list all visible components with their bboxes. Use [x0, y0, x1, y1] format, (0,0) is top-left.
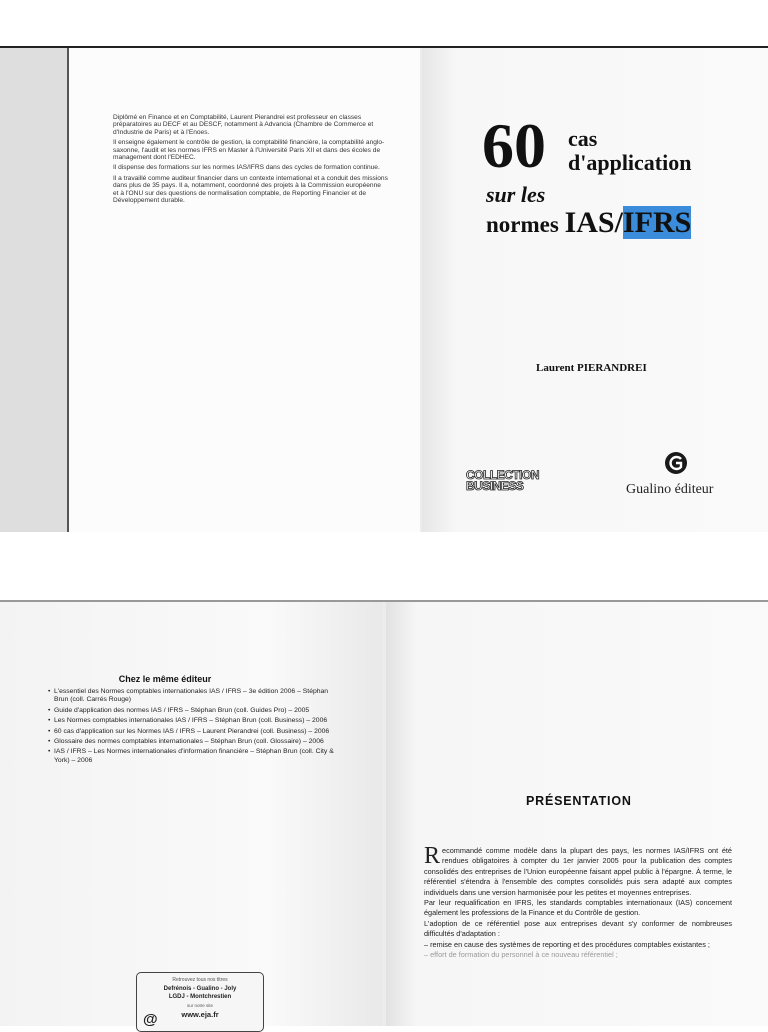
website-url: www.eja.fr [181, 1010, 219, 1019]
presentation-bullet-2: – effort de formation du personnel à ce nouveau référentiel ; [424, 950, 618, 960]
presentation-paragraph-1 [424, 843, 732, 898]
book-list-item: • 60 cas d'application sur les Normes IAS / IFRS – Laurent Pierandrei (coll. Business) – 2006 [48, 728, 338, 736]
drop-cap: R [424, 843, 441, 869]
book-spread-2 [0, 600, 768, 1026]
book-list-item: • Glossaire des normes comptables internationales – Stéphan Brun (coll. Glossaire) – 2006 [48, 738, 338, 746]
book-list [48, 688, 338, 767]
bio-paragraph-4: Il a travaillé comme auditeur financier dans un contexte international et a conduit des missions dans plus de 35 pays. Il a, notamment, coordonné des projets à la Commission européenne et à l'ONU sur des questions de normalisation comptable, de Reporting Financier et de Développement durable. [113, 174, 388, 205]
bio-paragraph-2: Il enseigne également le contrôle de gestion, la comptabilité financière, la comptabilité anglo-saxonne, l'audit et les normes IFRS en Master à l'Université Paris XII et dans des écoles de management dont l'EDHEC. [113, 139, 385, 162]
title-line-cas: cas [568, 126, 598, 151]
stamp-line-3: LGDJ - Montchrestien [168, 994, 232, 1000]
publisher-name: Gualino éditeur [626, 482, 714, 497]
title-line-sur-les: sur les [486, 182, 546, 207]
gualino-logo-icon [664, 451, 688, 475]
title-ias: IAS/ [564, 206, 623, 239]
title-line-application: d'application [568, 150, 692, 175]
title-number: 60 [482, 110, 546, 181]
same-publisher-heading: Chez le même éditeur [118, 674, 212, 684]
book-list-item: • L'essentiel des Normes comptables internationales IAS / IFRS – 3e édition 2006 – Stéphan Brun (coll. Carrés Rouge) [48, 688, 338, 705]
presentation-body [424, 843, 732, 960]
bio-paragraph-3: Il dispense des formations sur les normes IAS/IFRS dans des cycles de formation continue. [113, 164, 380, 172]
stamp-line-4: sur notre site [186, 1003, 213, 1008]
bio-paragraph-1: Diplômé en Finance et en Comptabilité, Laurent Pierandrei est professeur en classes préparatoires au DECF et au DESCF, notamment à Advancia (Chambre de Commerce et d'Industrie de Paris) et à l'Enoes. [113, 114, 374, 136]
book-list-item: • Guide d'application des normes IAS / IFRS – Stéphan Brun (coll. Guides Pro) – 2005 [48, 707, 338, 715]
book-list-item: • Les Normes comptables internationales IAS / IFRS – Stéphan Brun (coll. Business) – 2006 [48, 717, 338, 725]
stamp-line-2: Defrénois - Gualino - Joly [163, 986, 237, 992]
book-list-item: • IAS / IFRS – Les Normes internationales d'information financière – Stéphan Brun (coll. City & York) – 2006 [48, 748, 338, 765]
publisher-website-stamp [136, 972, 264, 1032]
left-margin [0, 48, 69, 532]
presentation-page [386, 602, 768, 1026]
title-ifrs-highlight: IFRS [622, 206, 692, 239]
presentation-bullet-1: – remise en cause des systèmes de reporting et des procédures comptables existantes ; [424, 939, 710, 949]
collection-label: COLLECTION [466, 468, 539, 482]
collection-business-logo [466, 470, 544, 492]
author-name: Laurent PIERANDREI [536, 362, 647, 374]
presentation-paragraph-3: L'adoption de ce référentiel pose aux entreprises devant s'y conformer de nombreuses difficultés d'adaptation : [424, 918, 732, 939]
title-page [422, 48, 768, 532]
title-line-normes [486, 206, 691, 240]
author-bio-page [69, 48, 420, 532]
same-publisher-page [0, 602, 382, 1026]
presentation-paragraph-2: Par leur requalification en IFRS, les standards comptables internationaux (IAS) concernent également les professions de la Finance et du Contrôle de gestion. [424, 898, 732, 918]
author-bio [113, 114, 388, 207]
at-sign-icon: @ [143, 1011, 158, 1028]
book-spread-1 [0, 46, 768, 532]
presentation-paragraph-1-text: ecommandé comme modèle dans la plupart des pays, les normes IAS/IFRS ont été rendues obligatoires à compter du 1er janvier 2005 pour la publication des comptes consolidés des entreprises de l'Union européenne faisant appel public à l'épargne. À terme, le référentiel s'étendra à l'ensemble des comptes consolidés puis sera adapté aux comptes individuels dans une version harmonisée pour les petites et moyennes entreprises. [424, 846, 732, 897]
stamp-line-1: Retrouvez tous nos titres [172, 977, 228, 983]
business-label: BUSINESS [466, 479, 524, 493]
presentation-heading: PRÉSENTATION [526, 794, 632, 808]
title-normes-word: normes [486, 212, 565, 237]
